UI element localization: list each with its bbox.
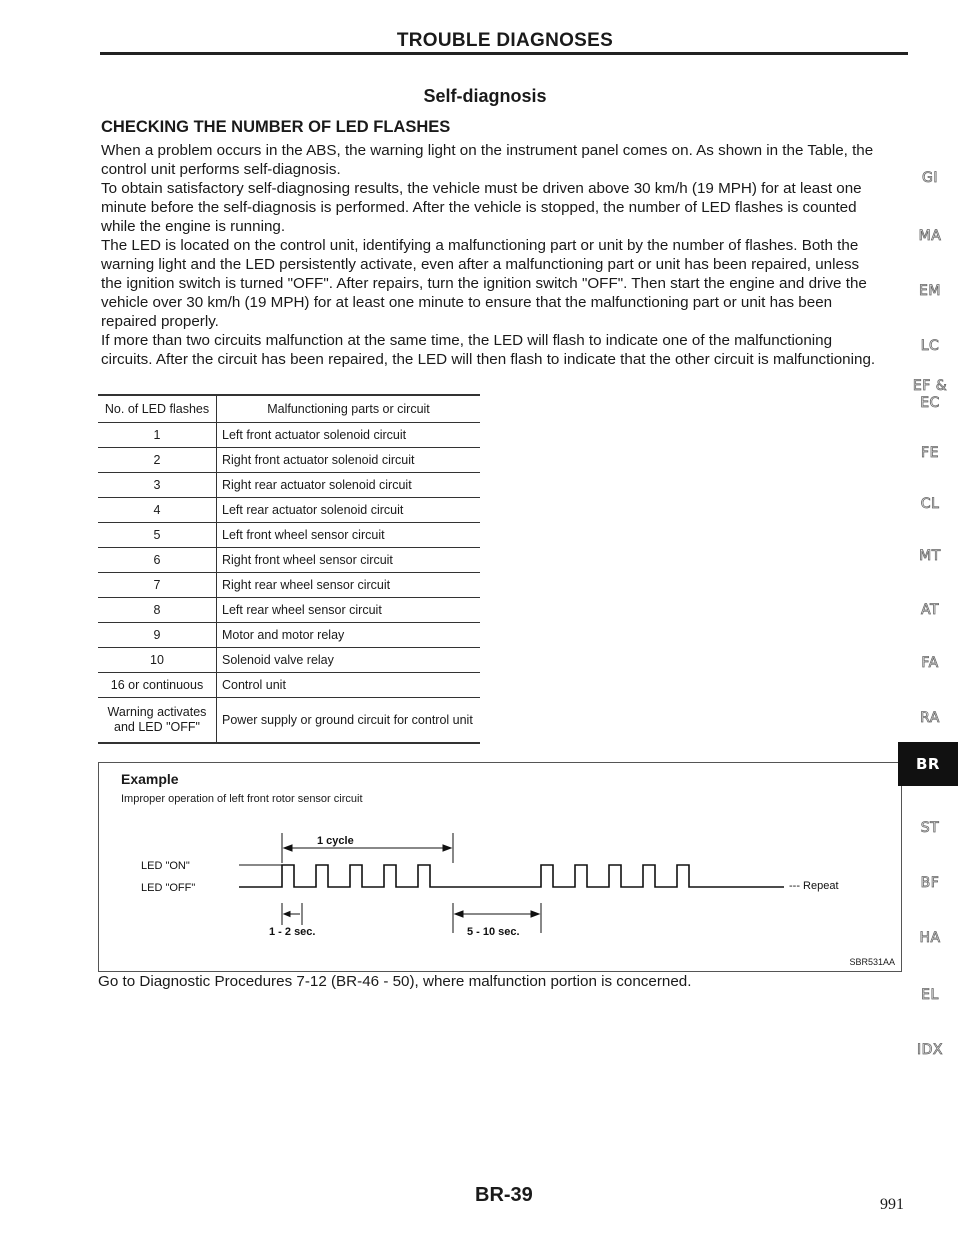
table-row — [98, 623, 480, 648]
circuit-cell: Motor and motor relay — [217, 623, 481, 648]
side-tab-idx[interactable]: IDX — [917, 1042, 943, 1058]
circuit-cell: Left rear actuator solenoid circuit — [217, 498, 481, 523]
side-tab-em[interactable]: EM — [919, 283, 941, 299]
pause-arrow-head-right — [531, 911, 539, 917]
page-number: 991 — [880, 1196, 904, 1213]
side-tab-mt[interactable]: MT — [919, 548, 941, 564]
cycle-label: 1 cycle — [317, 835, 354, 847]
side-tab-el[interactable]: EL — [921, 987, 939, 1003]
repeat-label: --- Repeat — [789, 880, 839, 892]
paragraph-1: When a problem occurs in the ABS, the warning light on the instrument panel comes on. As shown in the Table, the control unit performs self-diagnosis. — [101, 142, 874, 178]
table-row — [98, 573, 480, 598]
flash-count-cell: 6 — [98, 548, 217, 573]
paragraph-3: The LED is located on the control unit, identifying a malfunctioning part or unit by the number of flashes. Both the warning light and the LED persistently activate, even after a malfunctioning part or unit has been repaired, unless the ignition switch is turned "OFF". After repairs, turn the ignition switch "OFF". Then start the engine and drive the vehicle over 30 km/h (19 MPH) for at least one minute to ensure that the malfunctioning part or unit has been repaired properly. — [101, 237, 867, 330]
led-on-label: LED "ON" — [141, 860, 190, 872]
column-header-flashes: No. of LED flashes — [98, 395, 217, 423]
paragraph-4: If more than two circuits malfunction at the same time, the LED will flash to indicate one of the malfunctioning circuits. After the circuit has been repaired, the LED will then flash to indicate that the other circuit is malfunctioning. — [101, 332, 876, 368]
side-tab-st[interactable]: ST — [920, 820, 940, 836]
flash-count-cell: 10 — [98, 648, 217, 673]
side-tab-ef-ec[interactable]: EF & EC — [912, 378, 948, 411]
table-row — [98, 673, 480, 698]
side-tab-gi[interactable]: GI — [922, 170, 938, 186]
circuit-cell: Power supply or ground circuit for control unit — [217, 698, 481, 744]
flash-count-cell: 8 — [98, 598, 217, 623]
table-row — [98, 548, 480, 573]
table-row — [98, 423, 480, 448]
section-title: Self-diagnosis — [423, 86, 547, 106]
flash-count-cell: 2 — [98, 448, 217, 473]
flash-count-cell: 7 — [98, 573, 217, 598]
side-tab-br[interactable]: BR — [898, 742, 958, 786]
led-flash-table — [98, 394, 480, 744]
body-text — [101, 141, 881, 369]
table-row — [98, 498, 480, 523]
led-pulse-path — [239, 865, 784, 887]
side-tab-lc[interactable]: LC — [920, 338, 940, 354]
side-tab-fe[interactable]: FE — [921, 445, 939, 461]
page-reference: BR-39 — [475, 1184, 533, 1206]
interval-arrow-head — [284, 912, 290, 917]
side-tab-cl[interactable]: CL — [920, 496, 940, 512]
led-timing-diagram — [99, 763, 901, 971]
table-row — [98, 448, 480, 473]
page-header-title: TROUBLE DIAGNOSES — [396, 30, 614, 51]
side-tab-at[interactable]: AT — [920, 602, 940, 618]
table-row — [98, 648, 480, 673]
side-tab-bf[interactable]: BF — [920, 875, 940, 891]
table-row — [98, 473, 480, 498]
circuit-cell: Control unit — [217, 673, 481, 698]
circuit-cell: Left front actuator solenoid circuit — [217, 423, 481, 448]
header-rule — [100, 52, 908, 55]
led-off-label: LED "OFF" — [141, 882, 196, 894]
column-header-circuit: Malfunctioning parts or circuit — [217, 395, 481, 423]
example-description: Improper operation of left front rotor sensor circuit — [121, 793, 363, 805]
flash-count-cell: 4 — [98, 498, 217, 523]
side-tab-fa[interactable]: FA — [921, 655, 939, 671]
figure-code: SBR531AA — [849, 957, 895, 967]
circuit-cell: Right front wheel sensor circuit — [217, 548, 481, 573]
table-row — [98, 523, 480, 548]
circuit-cell: Left front wheel sensor circuit — [217, 523, 481, 548]
circuit-cell: Solenoid valve relay — [217, 648, 481, 673]
cycle-dimension — [282, 833, 541, 933]
cycle-arrow-head-left — [284, 845, 292, 851]
pause-label: 5 - 10 sec. — [467, 926, 520, 938]
led-waveform — [239, 865, 784, 887]
circuit-cell: Right rear actuator solenoid circuit — [217, 473, 481, 498]
side-tab-ra[interactable]: RA — [920, 710, 940, 726]
circuit-cell: Right front actuator solenoid circuit — [217, 448, 481, 473]
example-figure — [98, 762, 902, 972]
cycle-arrow-head-right — [443, 845, 451, 851]
flash-count-cell: 1 — [98, 423, 217, 448]
pause-arrow-head-left — [455, 911, 463, 917]
side-tab-ha[interactable]: HA — [919, 930, 941, 946]
procedure-reference-text: Go to Diagnostic Procedures 7-12 (BR-46 - 50), where malfunction portion is concerned. — [98, 973, 692, 990]
circuit-cell: Right rear wheel sensor circuit — [217, 573, 481, 598]
paragraph-2: To obtain satisfactory self-diagnosing results, the vehicle must be driven above 30 km/h (19 MPH) for at least one minute before the self-diagnosis is performed. After the vehicle is stopped, the number of LED flashes is counted while the engine is running. — [101, 180, 862, 235]
side-tab-ma[interactable]: MA — [918, 228, 942, 244]
flash-count-cell: Warning activates and LED "OFF" — [98, 698, 217, 744]
flash-interval-label: 1 - 2 sec. — [269, 926, 316, 938]
flash-count-cell: 16 or continuous — [98, 673, 217, 698]
subheading: CHECKING THE NUMBER OF LED FLASHES — [101, 118, 451, 136]
flash-count-cell: 3 — [98, 473, 217, 498]
flash-count-cell: 9 — [98, 623, 217, 648]
circuit-cell: Left rear wheel sensor circuit — [217, 598, 481, 623]
example-title: Example — [121, 771, 179, 787]
flash-count-cell: 5 — [98, 523, 217, 548]
table-header-row — [98, 395, 480, 423]
table-row — [98, 598, 480, 623]
table-row — [98, 698, 480, 744]
